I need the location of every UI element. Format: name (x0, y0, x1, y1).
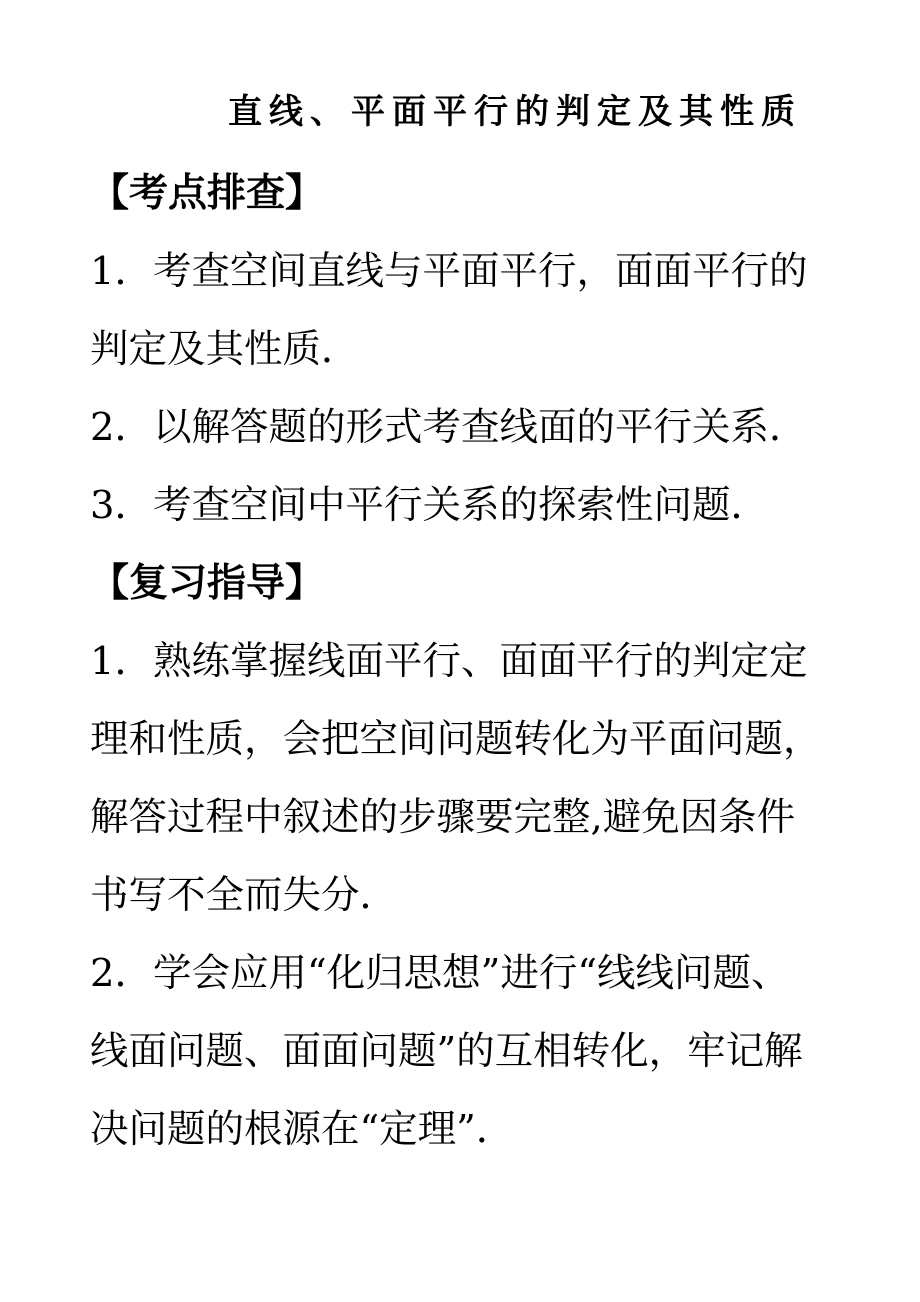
review-guide-line: 2．学会应用“化归思想”进行“线线问题、 (90, 951, 790, 996)
section-heading-review-guide: 【复习指导】 (90, 561, 325, 606)
review-guide-line: 决问题的根源在“定理”． (90, 1107, 515, 1152)
exam-point-line: 3．考查空间中平行关系的探索性问题． (90, 483, 769, 528)
review-guide-line: 理和性质，会把空间问题转化为平面问题， (90, 717, 822, 762)
section-heading-exam-points: 【考点排查】 (90, 171, 325, 216)
exam-point-line: 判定及其性质． (90, 327, 360, 372)
review-guide-line: 解答过程中叙述的步骤要完整,避免因条件 (90, 795, 796, 840)
review-guide-line: 1．熟练掌握线面平行、面面平行的判定定 (90, 639, 808, 684)
review-guide-line: 书写不全而失分． (90, 873, 399, 918)
exam-point-line: 1．考查空间直线与平面平行，面面平行的 (90, 249, 808, 294)
document-title: 直线、平面平行的判定及其性质 (228, 92, 802, 132)
exam-point-line: 2．以解答题的形式考查线面的平行关系． (90, 405, 808, 450)
review-guide-line: 线面问题、面面问题”的互相转化，牢记解 (90, 1029, 803, 1074)
